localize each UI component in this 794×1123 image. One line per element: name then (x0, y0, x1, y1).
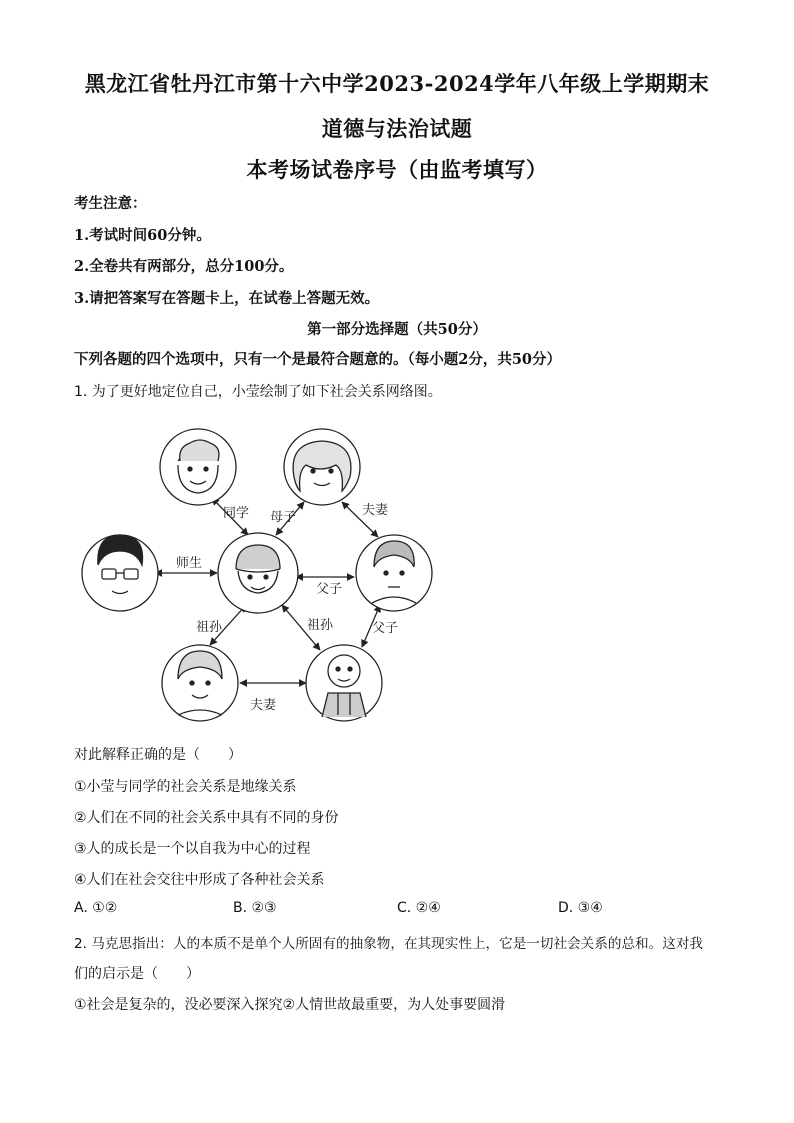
question-1-statement: ④人们在社会交往中形成了各种社会关系 (74, 872, 325, 888)
label-father-son-mid: 父子 (316, 582, 343, 597)
option-a: A. ①② (74, 900, 118, 916)
node-mother (284, 429, 360, 505)
label-couple-top: 夫妻 (362, 503, 389, 518)
option-b: B. ②③ (233, 900, 277, 916)
node-grandmother (162, 645, 238, 721)
label-grand-mid: 祖孙 (307, 618, 334, 633)
label-father-son-right: 父子 (372, 621, 399, 636)
question-1-statement: ③人的成长是一个以自我为中心的过程 (74, 841, 311, 857)
label-teacher-student: 师生 (176, 556, 203, 571)
part-instruction: 下列各题的四个选项中，只有一个是最符合题意的。（每小题2分，共50分） (74, 351, 562, 368)
notice-item: 2.全卷共有两部分，总分100分。 (74, 258, 294, 275)
question-2-statement: ①社会是复杂的，没必要深入探究②人情世故最重要，为人处事要圆滑 (74, 997, 506, 1013)
question-1-stem: 1. 为了更好地定位自己，小莹绘制了如下社会关系网络图。 (74, 384, 442, 400)
option-c: C. ②④ (397, 900, 441, 916)
node-classmate (160, 429, 236, 505)
question-2-stem: 2. 马克思指出：人的本质不是单个人所固有的抽象物，在其现实性上，它是一切社会关系的总和。这对我 (74, 936, 704, 952)
node-father (356, 535, 432, 611)
social-relation-diagram (80, 425, 450, 725)
exam-subject: 道德与法治试题 (321, 116, 473, 141)
exam-serial-note: 本考场试卷序号（由监考填写） (246, 157, 548, 182)
part-heading: 第一部分选择题（共50分） (307, 321, 487, 338)
node-teacher (82, 535, 158, 611)
label-couple-bottom: 夫妻 (250, 698, 277, 713)
node-self (218, 533, 298, 613)
notice-item: 1.考试时间60分钟。 (74, 227, 211, 244)
exam-title: 黑龙江省牡丹江市第十六中学2023-2024学年八年级上学期期末 (84, 71, 710, 96)
notice-heading: 考生注意： (74, 195, 147, 212)
label-grand-left: 祖孙 (196, 620, 223, 635)
label-classmate: 同学 (223, 506, 250, 521)
notice-item: 3.请把答案写在答题卡上，在试卷上答题无效。 (74, 290, 380, 307)
question-1-prompt: 对此解释正确的是（ ） (74, 747, 242, 763)
label-mother-son: 母子 (270, 510, 297, 525)
question-1-statement: ②人们在不同的社会关系中具有不同的身份 (74, 810, 339, 826)
question-1-statement: ①小莹与同学的社会关系是地缘关系 (74, 779, 297, 795)
node-grandfather (306, 645, 382, 721)
option-d: D. ③④ (558, 900, 603, 916)
question-2-stem-cont: 们的启示是（ ） (74, 966, 200, 982)
